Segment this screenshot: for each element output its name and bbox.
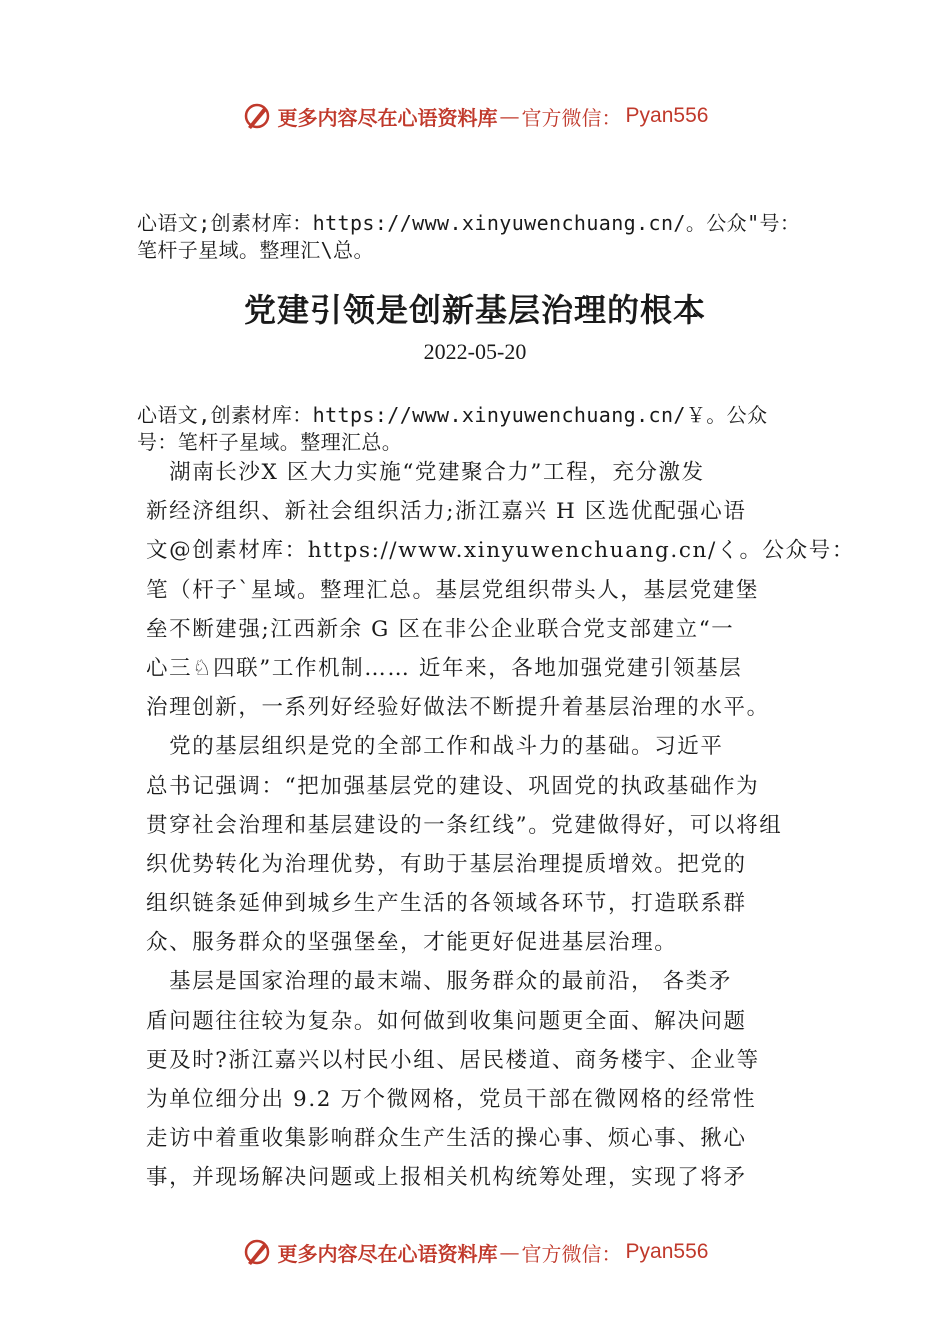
article-watermark-line: 号：笔杆子星域。整理汇总。 bbox=[137, 430, 403, 454]
body-line: 贯穿社会治理和基层建设的一条红线”。党建做得好，可以将组 bbox=[146, 812, 783, 838]
banner-text: 更多内容尽在心语资料库 bbox=[277, 1241, 498, 1266]
banner-wechat-id: Pyan556 bbox=[625, 1240, 709, 1263]
watermark-line: 心语文;创素材库：https://www.xinyuwenchuang.cn/。公众"号： bbox=[137, 211, 801, 235]
body-line: 事，并现场解决问题或上报相关机构统筹处理，实现了将矛 bbox=[146, 1165, 747, 1191]
pen-logo-icon bbox=[242, 101, 272, 131]
banner-wechat-label: 官方微信： bbox=[521, 105, 622, 130]
banner-dash: — bbox=[499, 1240, 520, 1264]
banner-text: 更多内容尽在心语资料库 bbox=[277, 105, 498, 130]
body-line: 文@创素材库：https://www.xinyuwenchuang.cn/く。公众号： bbox=[146, 538, 855, 564]
body-line: 新经济组织、新社会组织活力;浙江嘉兴 H 区选优配强心语 bbox=[146, 499, 747, 525]
body-line: 为单位细分出 9.2 万个微网格，党员干部在微网格的经常性 bbox=[146, 1087, 757, 1112]
body-line: 治理创新，一系列好经验好做法不断提升着基层治理的水平。 bbox=[146, 695, 770, 721]
pen-logo-icon bbox=[242, 1237, 272, 1267]
body-line: 组织链条延伸到城乡生产生活的各领域各环节，打造联系群 bbox=[146, 891, 747, 917]
body-line: 更及时?浙江嘉兴以村民小组、居民楼道、商务楼宇、企业等 bbox=[146, 1047, 760, 1073]
body-line: 垒不断建强;江西新余 G 区在非公企业联合党支部建立“一 bbox=[146, 616, 735, 642]
header-banner bbox=[0, 96, 950, 136]
body-line: 湖南长沙X 区大力实施“党建聚合力”工程，充分激发 bbox=[146, 460, 705, 485]
article-date: 2022-05-20 bbox=[423, 339, 527, 364]
body-line: 总书记强调：“把加强基层党的建设、巩固党的执政基础作为 bbox=[146, 773, 760, 799]
banner-dash: — bbox=[499, 104, 520, 128]
banner-wechat-id: Pyan556 bbox=[625, 104, 709, 127]
footer-banner bbox=[0, 1232, 950, 1272]
body-line: 织优势转化为治理优势，有助于基层治理提质增效。把党的 bbox=[146, 851, 747, 877]
body-line: 盾问题往往较为复杂。如何做到收集问题更全面、解决问题 bbox=[146, 1008, 747, 1034]
body-line: 心三♘四联”工作机制…… 近年来，各地加强党建引领基层 bbox=[146, 655, 743, 681]
watermark-line: 笔杆子星域。整理汇\总。 bbox=[137, 238, 374, 262]
body-line: 走访中着重收集影响群众生产生活的操心事、烦心事、揪心 bbox=[146, 1126, 747, 1152]
body-line: 笔（杆子`星域。整理汇总。基层党组织带头人，基层党建堡 bbox=[146, 577, 759, 603]
article-body bbox=[146, 453, 855, 1198]
article-title: 党建引领是创新基层治理的根本 bbox=[243, 291, 706, 329]
banner-wechat-label: 官方微信： bbox=[521, 1241, 622, 1266]
body-line: 众、服务群众的坚强堡垒，才能更好促进基层治理。 bbox=[146, 930, 678, 956]
body-line: 党的基层组织是党的全部工作和战斗力的基础。习近平 bbox=[146, 734, 724, 760]
article-watermark-line: 心语文,创素材库：https://www.xinyuwenchuang.cn/￥。公众 bbox=[137, 403, 768, 427]
body-line: 基层是国家治理的最末端、服务群众的最前沿， 各类矛 bbox=[146, 969, 732, 995]
